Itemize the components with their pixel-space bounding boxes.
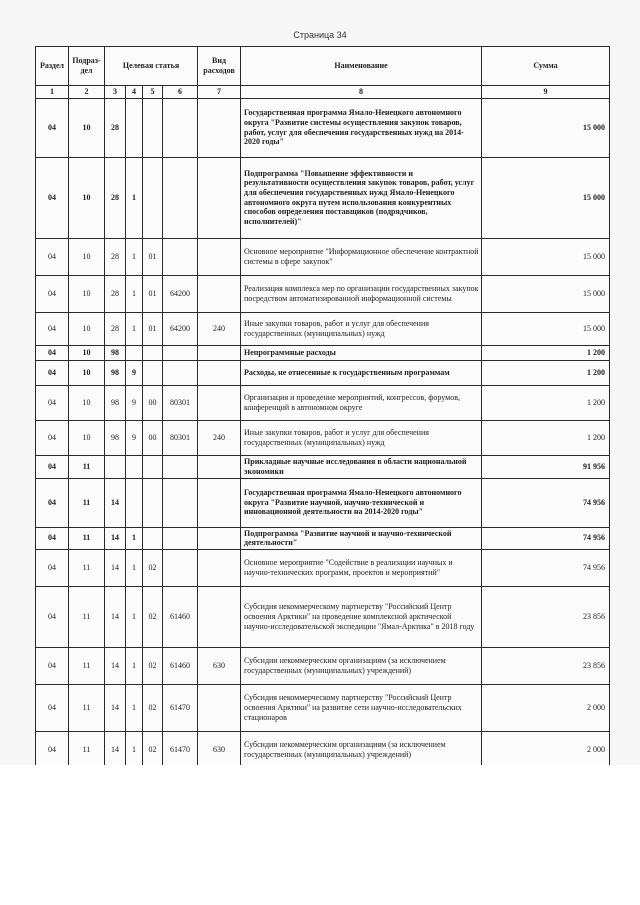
code-cell-c6: 61460	[163, 647, 198, 684]
code-cell-c6: 64200	[163, 275, 198, 312]
code-cell-c5: 00	[143, 385, 163, 420]
code-cell-c4: 9	[126, 360, 143, 385]
code-cell-c7	[198, 385, 241, 420]
table-row	[36, 549, 610, 586]
code-cell-c3: 14	[105, 586, 126, 647]
column-number: 8	[241, 86, 482, 99]
table-row	[36, 731, 610, 768]
code-cell-c6: 80301	[163, 385, 198, 420]
code-cell-c1: 04	[36, 478, 69, 527]
code-cell-c7	[198, 527, 241, 549]
column-number: 1	[36, 86, 69, 99]
code-cell-c1: 04	[36, 420, 69, 455]
code-cell-c7	[198, 98, 241, 157]
column-number-row	[36, 86, 610, 99]
code-cell-c6	[163, 157, 198, 238]
name-cell: Иные закупки товаров, работ и услуг для обеспечения государственных (муниципальных) нужд	[241, 420, 482, 455]
code-cell-c3: 28	[105, 98, 126, 157]
code-cell-c4: 1	[126, 527, 143, 549]
code-cell-c4: 9	[126, 385, 143, 420]
table-row	[36, 345, 610, 360]
code-cell-c2: 10	[69, 98, 105, 157]
code-cell-c5	[143, 478, 163, 527]
code-cell-c5	[143, 455, 163, 478]
code-cell-c7	[198, 345, 241, 360]
code-cell-c4: 1	[126, 647, 143, 684]
table-row	[36, 420, 610, 455]
code-cell-c1: 04	[36, 527, 69, 549]
name-cell: Прикладные научные исследования в области национальной экономики	[241, 455, 482, 478]
code-cell-c5	[143, 527, 163, 549]
code-cell-c5	[143, 157, 163, 238]
table-row	[36, 647, 610, 684]
code-cell-c3: 14	[105, 731, 126, 768]
budget-table	[35, 46, 610, 769]
code-cell-c4	[126, 98, 143, 157]
table-row	[36, 360, 610, 385]
header-naimenovanie: Наименование	[241, 47, 482, 86]
code-cell-c1: 04	[36, 275, 69, 312]
name-cell: Непрограммные расходы	[241, 345, 482, 360]
code-cell-c2: 10	[69, 420, 105, 455]
code-cell-c6	[163, 345, 198, 360]
code-cell-c7	[198, 275, 241, 312]
name-cell: Расходы, не отнесенные к государственным программам	[241, 360, 482, 385]
sum-cell: 74 956	[482, 478, 610, 527]
code-cell-c2: 10	[69, 275, 105, 312]
sum-cell: 1 200	[482, 420, 610, 455]
code-cell-c7	[198, 549, 241, 586]
code-cell-c2: 11	[69, 731, 105, 768]
code-cell-c5: 02	[143, 549, 163, 586]
code-cell-c4: 1	[126, 312, 143, 345]
code-cell-c5: 01	[143, 275, 163, 312]
table-row	[36, 312, 610, 345]
code-cell-c3: 28	[105, 275, 126, 312]
name-cell: Подпрограмма "Повышение эффективности и результативности осуществления закупок товаров, работ, услуг для обеспечения государственных нужд Ямало-Ненецкого автономного округа путем использования конкурентных способов определения поставщиков (подрядчиков, исполнителей)"	[241, 157, 482, 238]
table-row	[36, 157, 610, 238]
code-cell-c1: 04	[36, 647, 69, 684]
header-summa: Сумма	[482, 47, 610, 86]
code-cell-c5: 02	[143, 684, 163, 731]
name-cell: Реализация комплекса мер по организации государственных закупок посредством автоматизированной информационной системы	[241, 275, 482, 312]
code-cell-c4	[126, 455, 143, 478]
code-cell-c4	[126, 478, 143, 527]
code-cell-c6	[163, 360, 198, 385]
sum-cell: 15 000	[482, 312, 610, 345]
code-cell-c1: 04	[36, 238, 69, 275]
code-cell-c4: 1	[126, 157, 143, 238]
code-cell-c6	[163, 527, 198, 549]
code-cell-c3: 14	[105, 647, 126, 684]
code-cell-c3: 98	[105, 385, 126, 420]
sum-cell: 2 000	[482, 684, 610, 731]
code-cell-c6	[163, 478, 198, 527]
code-cell-c1: 04	[36, 345, 69, 360]
code-cell-c2: 11	[69, 527, 105, 549]
code-cell-c6	[163, 238, 198, 275]
code-cell-c4: 1	[126, 586, 143, 647]
name-cell: Субсидии некоммерческим организациям (за исключением государственных (муниципальных) учреждений)	[241, 647, 482, 684]
code-cell-c7	[198, 684, 241, 731]
column-number: 2	[69, 86, 105, 99]
header-row	[36, 47, 610, 86]
code-cell-c7	[198, 478, 241, 527]
sum-cell: 23 856	[482, 586, 610, 647]
code-cell-c2: 11	[69, 549, 105, 586]
code-cell-c2: 10	[69, 238, 105, 275]
code-cell-c1: 04	[36, 684, 69, 731]
code-cell-c1: 04	[36, 312, 69, 345]
name-cell: Подпрограмма "Развитие научной и научно-технической деятельности"	[241, 527, 482, 549]
code-cell-c3: 14	[105, 527, 126, 549]
header-podrazdel: Подраз- дел	[69, 47, 105, 86]
header-tselevaya-statya: Целевая статья	[105, 47, 198, 86]
code-cell-c5	[143, 360, 163, 385]
code-cell-c1: 04	[36, 455, 69, 478]
code-cell-c5: 01	[143, 238, 163, 275]
sum-cell: 1 200	[482, 360, 610, 385]
code-cell-c4: 1	[126, 731, 143, 768]
sum-cell: 15 000	[482, 275, 610, 312]
code-cell-c7	[198, 586, 241, 647]
table-row	[36, 238, 610, 275]
code-cell-c1: 04	[36, 360, 69, 385]
code-cell-c5	[143, 98, 163, 157]
code-cell-c5: 00	[143, 420, 163, 455]
code-cell-c5	[143, 345, 163, 360]
code-cell-c3: 98	[105, 420, 126, 455]
code-cell-c5: 01	[143, 312, 163, 345]
code-cell-c2: 11	[69, 455, 105, 478]
code-cell-c2: 10	[69, 345, 105, 360]
column-number: 9	[482, 86, 610, 99]
code-cell-c6: 61470	[163, 684, 198, 731]
code-cell-c3: 98	[105, 345, 126, 360]
code-cell-c6	[163, 455, 198, 478]
header-razdel: Раздел	[36, 47, 69, 86]
code-cell-c6: 61460	[163, 586, 198, 647]
code-cell-c2: 11	[69, 684, 105, 731]
code-cell-c6: 80301	[163, 420, 198, 455]
name-cell: Субсидии некоммерческим организациям (за исключением государственных (муниципальных) учреждений)	[241, 731, 482, 768]
code-cell-c6: 64200	[163, 312, 198, 345]
code-cell-c5: 02	[143, 731, 163, 768]
code-cell-c3: 98	[105, 360, 126, 385]
page-number-label: Страница 34	[293, 30, 347, 40]
code-cell-c7	[198, 455, 241, 478]
sum-cell: 1 200	[482, 385, 610, 420]
name-cell: Субсидия некоммерческому партнерству "Российский Центр освоения Арктики" на проведение комплексной арктической научно-исследовательской экспедиции "Ямал-Арктика" в 2018 году	[241, 586, 482, 647]
code-cell-c4: 1	[126, 275, 143, 312]
name-cell: Субсидия некоммерческому партнерству "Российский Центр освоения Арктики" на развитие сети научно-исследовательских стационаров	[241, 684, 482, 731]
name-cell: Основное мероприятие "Информационное обеспечение контрактной системы в сфере закупок"	[241, 238, 482, 275]
table-row	[36, 385, 610, 420]
table-row	[36, 684, 610, 731]
name-cell: Организация и проведение мероприятий, конгрессов, форумов, конференций в автономном округе	[241, 385, 482, 420]
name-cell: Государственная программа Ямало-Ненецкого автономного округа "Развитие системы осуществления закупок товаров, работ, услуг для обеспечения государственных нужд на 2014-2020 годы"	[241, 98, 482, 157]
code-cell-c4: 1	[126, 238, 143, 275]
sum-cell: 15 000	[482, 98, 610, 157]
code-cell-c4: 1	[126, 549, 143, 586]
code-cell-c3	[105, 455, 126, 478]
code-cell-c7: 240	[198, 420, 241, 455]
sum-cell: 1 200	[482, 345, 610, 360]
sum-cell: 91 956	[482, 455, 610, 478]
table-row	[36, 98, 610, 157]
code-cell-c3: 14	[105, 478, 126, 527]
code-cell-c3: 14	[105, 684, 126, 731]
sum-cell: 15 000	[482, 238, 610, 275]
code-cell-c1: 04	[36, 549, 69, 586]
code-cell-c7	[198, 238, 241, 275]
code-cell-c6	[163, 98, 198, 157]
code-cell-c7	[198, 360, 241, 385]
name-cell: Иные закупки товаров, работ и услуг для обеспечения государственных (муниципальных) нужд	[241, 312, 482, 345]
sum-cell: 23 856	[482, 647, 610, 684]
code-cell-c3: 14	[105, 549, 126, 586]
column-number: 4	[126, 86, 143, 99]
name-cell: Основное мероприятие "Содействие в реализации научных и научно-технических программ, проектов и мероприятий"	[241, 549, 482, 586]
code-cell-c4: 9	[126, 420, 143, 455]
code-cell-c5: 02	[143, 647, 163, 684]
code-cell-c1: 04	[36, 385, 69, 420]
code-cell-c2: 11	[69, 647, 105, 684]
table-row	[36, 527, 610, 549]
code-cell-c3: 28	[105, 312, 126, 345]
sum-cell: 74 956	[482, 527, 610, 549]
code-cell-c2: 11	[69, 478, 105, 527]
code-cell-c4: 1	[126, 684, 143, 731]
sum-cell: 74 956	[482, 549, 610, 586]
column-number: 3	[105, 86, 126, 99]
code-cell-c3: 28	[105, 157, 126, 238]
code-cell-c7: 240	[198, 312, 241, 345]
code-cell-c3: 28	[105, 238, 126, 275]
code-cell-c1: 04	[36, 731, 69, 768]
code-cell-c6: 61470	[163, 731, 198, 768]
blank-margin	[0, 765, 640, 905]
table-row	[36, 478, 610, 527]
code-cell-c2: 10	[69, 360, 105, 385]
column-number: 5	[143, 86, 163, 99]
code-cell-c6	[163, 549, 198, 586]
table-row	[36, 586, 610, 647]
sum-cell: 2 000	[482, 731, 610, 768]
column-number: 6	[163, 86, 198, 99]
table-row	[36, 455, 610, 478]
table-row	[36, 275, 610, 312]
code-cell-c1: 04	[36, 586, 69, 647]
code-cell-c1: 04	[36, 157, 69, 238]
code-cell-c7	[198, 157, 241, 238]
column-number: 7	[198, 86, 241, 99]
code-cell-c2: 10	[69, 385, 105, 420]
code-cell-c2: 11	[69, 586, 105, 647]
code-cell-c7: 630	[198, 731, 241, 768]
code-cell-c1: 04	[36, 98, 69, 157]
name-cell: Государственная программа Ямало-Ненецкого автономного округа "Развитие научной, научно-технической и инновационной деятельности на 2014-2020 годы"	[241, 478, 482, 527]
sum-cell: 15 000	[482, 157, 610, 238]
code-cell-c2: 10	[69, 312, 105, 345]
code-cell-c4	[126, 345, 143, 360]
code-cell-c7: 630	[198, 647, 241, 684]
code-cell-c2: 10	[69, 157, 105, 238]
header-vid-raskhodov: Вид расходов	[198, 47, 241, 86]
code-cell-c5: 02	[143, 586, 163, 647]
